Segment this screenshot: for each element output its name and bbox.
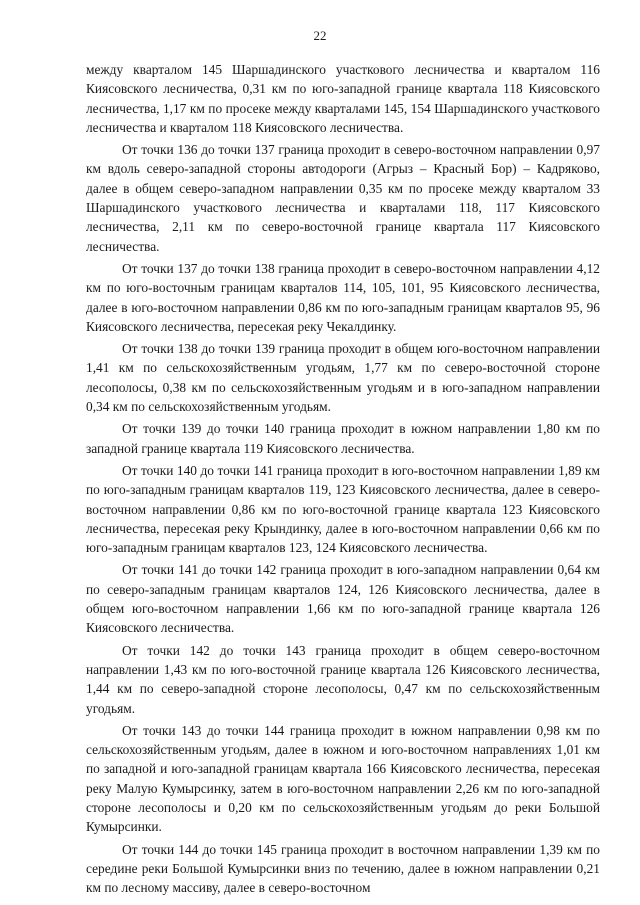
paragraph: От точки 139 до точки 140 граница проходит в южном направлении 1,80 км по западной границе квартала 119 Киясовского лесничества.: [86, 421, 600, 456]
paragraph: От точки 142 до точки 143 граница проходит в общем северо-восточном направлении 1,43 км по юго-восточной границе квартала 126 Киясовского лесничества, 1,44 км по северо-западной стороне лесополосы, 0,47 км по сельскохозяйственным угодьям.: [86, 642, 600, 716]
paragraph: между кварталом 145 Шаршадинского участкового лесничества и кварталом 116 Киясовского лесничества, 0,31 км по юго-западной границе квартала 118 Киясовского лесничества, 1,17 км по просеке между кварталами 145, 154 Шаршадинского участкового лесничества и кварталом 118 Киясовского лесничества.: [86, 62, 600, 135]
paragraph: От точки 143 до точки 144 граница проходит в южном направлении 0,98 км по сельскохозяйственным угодьям, далее в южном и юго-восточном направлениях 1,01 км по западной и юго-западной границам квартала 166 Киясовского лесничества, пересекая реку Малую Кумырсинку, затем в юго-восточном направлении 2,26 км по юго-западной стороне лесополосы и 0,20 км по сельскохозяйственным угодьям до реки Большой Кумырсинки.: [86, 722, 600, 835]
paragraph: От точки 140 до точки 141 граница проходит в юго-восточном направлении 1,89 км по юго-западным границам кварталов 119, 123 Киясовского лесничества, далее в северо-восточном направлении 0,86 км по юго-восточной границе квартала 123 Киясовского лесничества, пересекая реку Крындинку, далее в юго-восточном направлении 0,66 км по юго-западным границам кварталов 123, 124 Киясовского лесничества.: [86, 462, 600, 556]
paragraph: От точки 137 до точки 138 граница проходит в северо-восточном направлении 4,12 км по юго-восточным границам кварталов 114, 105, 101, 95 Киясовского лесничества, далее в юго-восточном направлении 0,86 км по юго-западным границам кварталов 95, 96 Киясовского лесничества, пересекая реку Чекалдинку.: [86, 260, 600, 334]
document-body: [86, 60, 600, 900]
paragraph: От точки 136 до точки 137 граница проходит в северо-восточном направлении 0,97 км вдоль северо-западной стороны автодороги (Агрыз – Красный Бор) – Кадряково, далее в общем северо-западном направлении 0,35 км по просеке между кварталом 33 Шаршадинского участкового лесничества и кварталами 118, 117 Киясовского лесничества, 2,11 км по северо-восточной границе квартала 117 Киясовского лесничества.: [86, 142, 600, 254]
paragraph: От точки 141 до точки 142 граница проходит в юго-западном направлении 0,64 км по северо-западным границам кварталов 124, 126 Киясовского лесничества, далее в общем юго-восточном направлении 1,66 км по юго-западной границе квартала 126 Киясовского лесничества.: [86, 562, 600, 636]
page-number: 22: [313, 28, 327, 43]
paragraph: От точки 144 до точки 145 граница проходит в восточном направлении 1,39 км по середине реки Большой Кумырсинки вниз по течению, далее в южном направлении 0,21 км по лесному массиву, далее в северо-восточном: [86, 841, 600, 896]
paragraph: От точки 138 до точки 139 граница проходит в общем юго-восточном направлении 1,41 км по сельскохозяйственным угодьям, 1,77 км по северо-восточной стороне лесополосы, 0,38 км по сельскохозяйственным угодьям и в юго-западном направлении 0,34 км по сельскохозяйственным угодьям.: [86, 341, 600, 415]
